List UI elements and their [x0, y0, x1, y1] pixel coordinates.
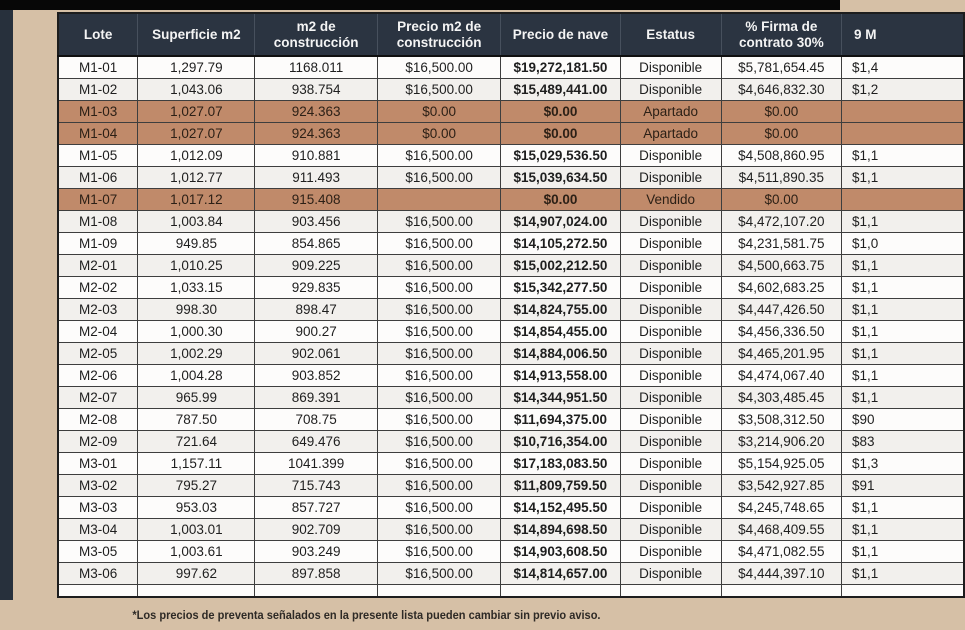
cell-lote: M1-02 [58, 79, 138, 101]
cell-firma_contrato: $4,602,683.25 [721, 277, 841, 299]
cell-lote: M1-05 [58, 145, 138, 167]
header-row [58, 13, 964, 56]
cell-superficie: 795.27 [138, 475, 255, 497]
table-row-M1-03 [58, 101, 964, 123]
cell-estatus: Disponible [620, 475, 721, 497]
cell-superficie: 1,297.79 [138, 56, 255, 79]
cell-lote: M2-08 [58, 409, 138, 431]
table-row-M3-02 [58, 475, 964, 497]
cell-precio_m2: $16,500.00 [377, 365, 500, 387]
cell-firma_contrato: $0.00 [721, 101, 841, 123]
table-row-M1-07 [58, 189, 964, 211]
cell-estatus: Disponible [620, 409, 721, 431]
price-list-table-container [57, 12, 917, 598]
cell-superficie: 1,000.30 [138, 321, 255, 343]
cell-lote: M2-07 [58, 387, 138, 409]
cell-precio_nave: $14,884,006.50 [501, 343, 620, 365]
cell-m2_construccion: 911.493 [255, 167, 377, 189]
cell-lote: M1-07 [58, 189, 138, 211]
cell-precio_m2: $16,500.00 [377, 475, 500, 497]
table-row-M2-08 [58, 409, 964, 431]
cell-precio_m2: $16,500.00 [377, 497, 500, 519]
cell-superficie: 1,043.06 [138, 79, 255, 101]
cell-estatus: Disponible [620, 167, 721, 189]
empty-cell [138, 585, 255, 598]
cell-superficie: 1,012.09 [138, 145, 255, 167]
cell-superficie: 953.03 [138, 497, 255, 519]
column-header-firma_contrato: % Firma de contrato 30% [721, 13, 841, 56]
cell-estatus: Apartado [620, 101, 721, 123]
cell-firma_contrato: $4,465,201.95 [721, 343, 841, 365]
cell-lote: M1-09 [58, 233, 138, 255]
cell-m2_construccion: 902.061 [255, 343, 377, 365]
cell-superficie: 997.62 [138, 563, 255, 585]
cell-nueve_m: $1,1 [842, 211, 965, 233]
cell-precio_nave: $14,152,495.50 [501, 497, 620, 519]
cell-precio_nave: $14,344,951.50 [501, 387, 620, 409]
empty-row [58, 585, 964, 598]
cell-m2_construccion: 903.852 [255, 365, 377, 387]
column-header-precio_m2: Precio m2 de construcción [377, 13, 500, 56]
column-header-superficie: Superficie m2 [138, 13, 255, 56]
cell-lote: M3-05 [58, 541, 138, 563]
cell-estatus: Vendido [620, 189, 721, 211]
cell-estatus: Disponible [620, 145, 721, 167]
table-row-M1-02 [58, 79, 964, 101]
cell-m2_construccion: 1168.011 [255, 56, 377, 79]
cell-superficie: 1,027.07 [138, 101, 255, 123]
cell-m2_construccion: 869.391 [255, 387, 377, 409]
empty-cell [501, 585, 620, 598]
cell-precio_m2: $16,500.00 [377, 145, 500, 167]
cell-m2_construccion: 903.456 [255, 211, 377, 233]
cell-estatus: Disponible [620, 56, 721, 79]
cell-lote: M2-03 [58, 299, 138, 321]
cell-precio_m2: $16,500.00 [377, 409, 500, 431]
cell-m2_construccion: 854.865 [255, 233, 377, 255]
cell-nueve_m: $1,1 [842, 145, 965, 167]
top-black-bar [0, 0, 840, 10]
cell-m2_construccion: 649.476 [255, 431, 377, 453]
cell-superficie: 1,003.01 [138, 519, 255, 541]
cell-m2_construccion: 897.858 [255, 563, 377, 585]
table-row-M3-06 [58, 563, 964, 585]
table-body [58, 56, 964, 597]
cell-lote: M1-08 [58, 211, 138, 233]
cell-m2_construccion: 938.754 [255, 79, 377, 101]
cell-m2_construccion: 900.27 [255, 321, 377, 343]
empty-cell [842, 585, 965, 598]
cell-precio_nave: $11,809,759.50 [501, 475, 620, 497]
cell-estatus: Disponible [620, 233, 721, 255]
empty-cell [721, 585, 841, 598]
cell-lote: M1-03 [58, 101, 138, 123]
empty-cell [255, 585, 377, 598]
cell-lote: M3-04 [58, 519, 138, 541]
cell-superficie: 949.85 [138, 233, 255, 255]
cell-precio_nave: $10,716,354.00 [501, 431, 620, 453]
table-row-M2-04 [58, 321, 964, 343]
cell-nueve_m: $91 [842, 475, 965, 497]
cell-estatus: Disponible [620, 563, 721, 585]
cell-nueve_m: $1,1 [842, 563, 965, 585]
cell-nueve_m: $90 [842, 409, 965, 431]
table-row-M1-01 [58, 56, 964, 79]
cell-firma_contrato: $3,542,927.85 [721, 475, 841, 497]
cell-estatus: Disponible [620, 365, 721, 387]
cell-firma_contrato: $4,245,748.65 [721, 497, 841, 519]
cell-precio_nave: $14,903,608.50 [501, 541, 620, 563]
cell-superficie: 1,017.12 [138, 189, 255, 211]
cell-firma_contrato: $4,471,082.55 [721, 541, 841, 563]
cell-nueve_m: $83 [842, 431, 965, 453]
cell-estatus: Disponible [620, 453, 721, 475]
cell-precio_m2: $16,500.00 [377, 519, 500, 541]
cell-precio_m2: $16,500.00 [377, 563, 500, 585]
cell-precio_nave: $15,039,634.50 [501, 167, 620, 189]
cell-precio_m2: $16,500.00 [377, 56, 500, 79]
table-row-M2-06 [58, 365, 964, 387]
table-row-M2-05 [58, 343, 964, 365]
cell-nueve_m: $1,0 [842, 233, 965, 255]
cell-nueve_m: $1,1 [842, 387, 965, 409]
cell-superficie: 1,004.28 [138, 365, 255, 387]
cell-nueve_m: $1,1 [842, 519, 965, 541]
cell-lote: M2-01 [58, 255, 138, 277]
cell-lote: M2-06 [58, 365, 138, 387]
table-row-M3-04 [58, 519, 964, 541]
cell-nueve_m: $1,1 [842, 343, 965, 365]
cell-precio_nave: $15,029,536.50 [501, 145, 620, 167]
cell-firma_contrato: $3,508,312.50 [721, 409, 841, 431]
column-header-estatus: Estatus [620, 13, 721, 56]
cell-precio_m2: $16,500.00 [377, 299, 500, 321]
cell-precio_m2: $16,500.00 [377, 453, 500, 475]
cell-lote: M1-04 [58, 123, 138, 145]
cell-estatus: Disponible [620, 431, 721, 453]
cell-nueve_m [842, 189, 965, 211]
cell-precio_nave: $15,489,441.00 [501, 79, 620, 101]
cell-firma_contrato: $5,154,925.05 [721, 453, 841, 475]
cell-firma_contrato: $4,508,860.95 [721, 145, 841, 167]
footer-note: *Los precios de preventa señalados en la presente lista pueden cambiar sin previo aviso. [131, 608, 601, 622]
cell-nueve_m: $1,1 [842, 497, 965, 519]
cell-lote: M2-05 [58, 343, 138, 365]
empty-cell [58, 585, 138, 598]
cell-lote: M1-01 [58, 56, 138, 79]
cell-precio_nave: $0.00 [501, 101, 620, 123]
cell-superficie: 965.99 [138, 387, 255, 409]
cell-m2_construccion: 903.249 [255, 541, 377, 563]
cell-lote: M3-01 [58, 453, 138, 475]
cell-lote: M3-06 [58, 563, 138, 585]
table-row-M3-03 [58, 497, 964, 519]
cell-precio_m2: $16,500.00 [377, 233, 500, 255]
empty-cell [620, 585, 721, 598]
table-row-M1-04 [58, 123, 964, 145]
cell-precio_nave: $15,342,277.50 [501, 277, 620, 299]
cell-m2_construccion: 902.709 [255, 519, 377, 541]
cell-precio_m2: $16,500.00 [377, 255, 500, 277]
cell-firma_contrato: $4,646,832.30 [721, 79, 841, 101]
column-header-precio_nave: Precio de nave [501, 13, 620, 56]
cell-precio_nave: $14,105,272.50 [501, 233, 620, 255]
cell-nueve_m: $1,2 [842, 79, 965, 101]
price-list-table [57, 12, 965, 598]
cell-firma_contrato: $4,303,485.45 [721, 387, 841, 409]
cell-precio_nave: $14,854,455.00 [501, 321, 620, 343]
cell-firma_contrato: $4,468,409.55 [721, 519, 841, 541]
cell-lote: M2-09 [58, 431, 138, 453]
cell-superficie: 1,012.77 [138, 167, 255, 189]
cell-precio_nave: $15,002,212.50 [501, 255, 620, 277]
cell-firma_contrato: $4,511,890.35 [721, 167, 841, 189]
cell-precio_nave: $0.00 [501, 189, 620, 211]
cell-m2_construccion: 898.47 [255, 299, 377, 321]
cell-m2_construccion: 929.835 [255, 277, 377, 299]
cell-m2_construccion: 909.225 [255, 255, 377, 277]
table-row-M3-05 [58, 541, 964, 563]
cell-precio_nave: $14,824,755.00 [501, 299, 620, 321]
cell-superficie: 1,033.15 [138, 277, 255, 299]
cell-firma_contrato: $4,231,581.75 [721, 233, 841, 255]
cell-firma_contrato: $4,447,426.50 [721, 299, 841, 321]
table-row-M1-05 [58, 145, 964, 167]
cell-precio_nave: $19,272,181.50 [501, 56, 620, 79]
table-row-M1-08 [58, 211, 964, 233]
cell-precio_m2: $16,500.00 [377, 431, 500, 453]
cell-lote: M2-02 [58, 277, 138, 299]
cell-precio_nave: $17,183,083.50 [501, 453, 620, 475]
column-header-nueve_m: 9 M [842, 13, 965, 56]
cell-firma_contrato: $4,456,336.50 [721, 321, 841, 343]
cell-superficie: 998.30 [138, 299, 255, 321]
table-row-M1-09 [58, 233, 964, 255]
cell-estatus: Disponible [620, 277, 721, 299]
cell-superficie: 1,010.25 [138, 255, 255, 277]
cell-precio_nave: $14,913,558.00 [501, 365, 620, 387]
table-row-M2-07 [58, 387, 964, 409]
cell-firma_contrato: $4,500,663.75 [721, 255, 841, 277]
cell-m2_construccion: 915.408 [255, 189, 377, 211]
cell-superficie: 1,003.84 [138, 211, 255, 233]
cell-firma_contrato: $4,444,397.10 [721, 563, 841, 585]
cell-superficie: 1,003.61 [138, 541, 255, 563]
cell-estatus: Disponible [620, 387, 721, 409]
cell-precio_nave: $14,814,657.00 [501, 563, 620, 585]
cell-precio_nave: $0.00 [501, 123, 620, 145]
cell-nueve_m: $1,4 [842, 56, 965, 79]
cell-firma_contrato: $4,474,067.40 [721, 365, 841, 387]
cell-firma_contrato: $0.00 [721, 123, 841, 145]
cell-superficie: 721.64 [138, 431, 255, 453]
cell-estatus: Disponible [620, 255, 721, 277]
cell-estatus: Disponible [620, 299, 721, 321]
table-row-M1-06 [58, 167, 964, 189]
cell-lote: M3-03 [58, 497, 138, 519]
cell-m2_construccion: 910.881 [255, 145, 377, 167]
cell-precio_m2: $0.00 [377, 101, 500, 123]
cell-m2_construccion: 1041.399 [255, 453, 377, 475]
cell-precio_m2: $16,500.00 [377, 79, 500, 101]
cell-precio_m2: $16,500.00 [377, 387, 500, 409]
cell-nueve_m: $1,1 [842, 167, 965, 189]
cell-estatus: Disponible [620, 211, 721, 233]
cell-m2_construccion: 708.75 [255, 409, 377, 431]
table-row-M3-01 [58, 453, 964, 475]
cell-m2_construccion: 924.363 [255, 101, 377, 123]
cell-m2_construccion: 715.743 [255, 475, 377, 497]
cell-precio_m2: $0.00 [377, 123, 500, 145]
cell-estatus: Disponible [620, 497, 721, 519]
table-row-M2-03 [58, 299, 964, 321]
cell-estatus: Disponible [620, 519, 721, 541]
cell-precio_m2: $16,500.00 [377, 343, 500, 365]
cell-nueve_m: $1,1 [842, 541, 965, 563]
empty-cell [377, 585, 500, 598]
cell-superficie: 1,027.07 [138, 123, 255, 145]
cell-m2_construccion: 857.727 [255, 497, 377, 519]
cell-superficie: 1,002.29 [138, 343, 255, 365]
cell-estatus: Apartado [620, 123, 721, 145]
cell-firma_contrato: $5,781,654.45 [721, 56, 841, 79]
cell-precio_m2: $16,500.00 [377, 167, 500, 189]
cell-precio_nave: $11,694,375.00 [501, 409, 620, 431]
cell-estatus: Disponible [620, 321, 721, 343]
cell-superficie: 1,157.11 [138, 453, 255, 475]
cell-firma_contrato: $0.00 [721, 189, 841, 211]
cell-nueve_m: $1,1 [842, 321, 965, 343]
cell-precio_nave: $14,907,024.00 [501, 211, 620, 233]
table-row-M2-01 [58, 255, 964, 277]
cell-lote: M2-04 [58, 321, 138, 343]
cell-nueve_m [842, 101, 965, 123]
cell-precio_m2 [377, 189, 500, 211]
cell-lote: M1-06 [58, 167, 138, 189]
cell-nueve_m: $1,1 [842, 277, 965, 299]
cell-precio_m2: $16,500.00 [377, 277, 500, 299]
cell-nueve_m: $1,1 [842, 255, 965, 277]
cell-firma_contrato: $4,472,107.20 [721, 211, 841, 233]
cell-precio_nave: $14,894,698.50 [501, 519, 620, 541]
cell-precio_m2: $16,500.00 [377, 541, 500, 563]
cell-nueve_m: $1,3 [842, 453, 965, 475]
cell-m2_construccion: 924.363 [255, 123, 377, 145]
cell-nueve_m: $1,1 [842, 365, 965, 387]
cell-estatus: Disponible [620, 79, 721, 101]
table-row-M2-02 [58, 277, 964, 299]
cell-firma_contrato: $3,214,906.20 [721, 431, 841, 453]
cell-estatus: Disponible [620, 343, 721, 365]
cell-nueve_m: $1,1 [842, 299, 965, 321]
cell-nueve_m [842, 123, 965, 145]
cell-lote: M3-02 [58, 475, 138, 497]
cell-superficie: 787.50 [138, 409, 255, 431]
cell-precio_m2: $16,500.00 [377, 321, 500, 343]
cell-precio_m2: $16,500.00 [377, 211, 500, 233]
footer-band [0, 600, 840, 630]
cell-estatus: Disponible [620, 541, 721, 563]
column-header-m2_construccion: m2 de construcción [255, 13, 377, 56]
left-dark-strip [0, 10, 13, 613]
table-row-M2-09 [58, 431, 964, 453]
column-header-lote: Lote [58, 13, 138, 56]
